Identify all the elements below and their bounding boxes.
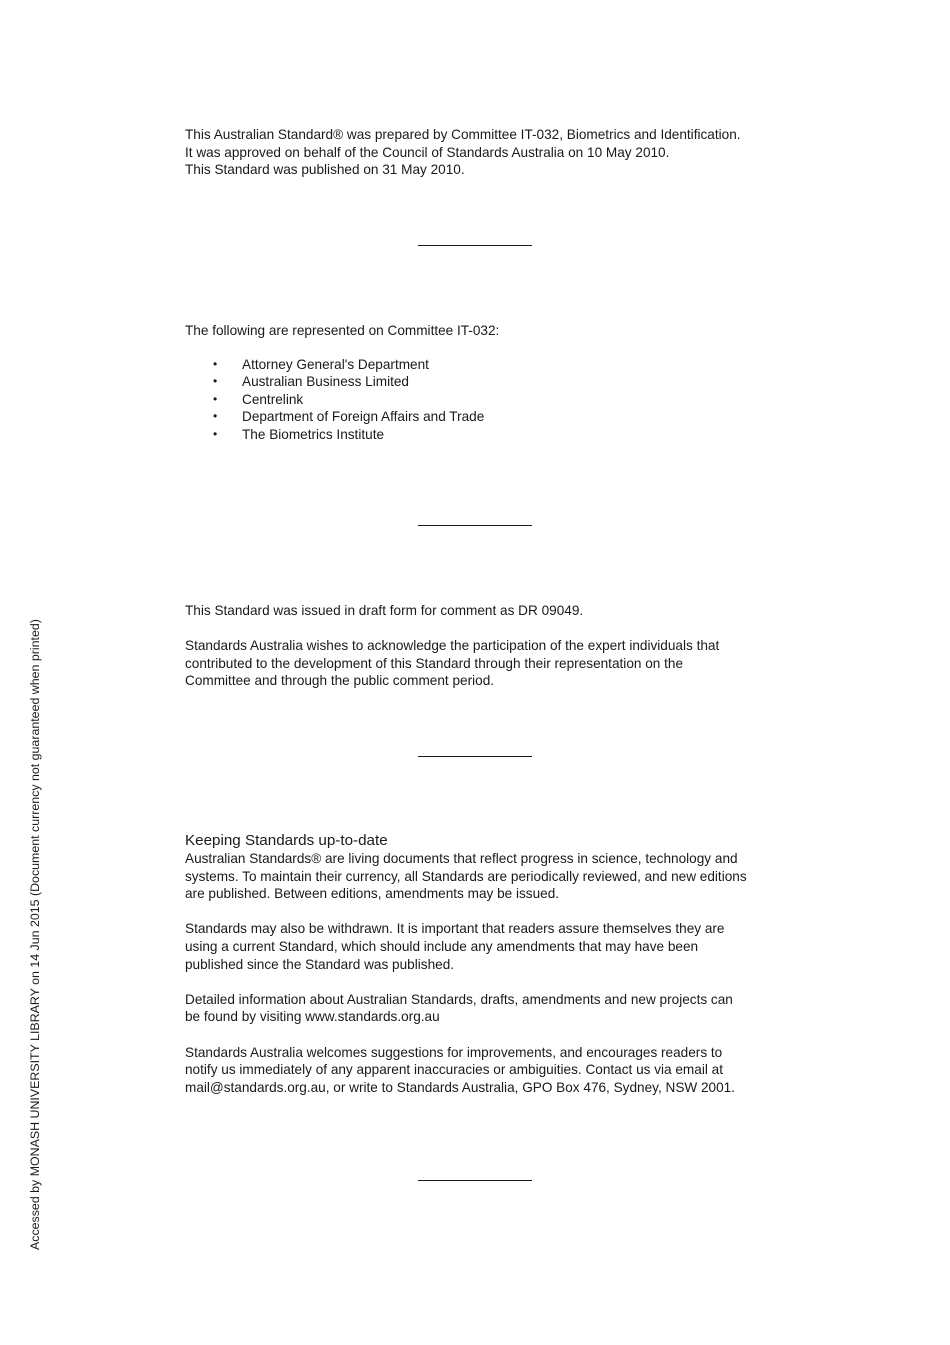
paragraph-line: Standards may also be withdrawn. It is important that readers assure themselves they are xyxy=(185,921,725,937)
draft-block xyxy=(185,602,775,690)
committee-intro: The following are represented on Committee IT-032: xyxy=(185,323,500,338)
list-item xyxy=(185,408,775,426)
up-to-date-block xyxy=(185,832,775,1096)
bullet-icon: • xyxy=(213,374,218,389)
list-item xyxy=(185,373,775,391)
committee-member: Attorney General's Department xyxy=(242,356,429,372)
paragraph-line: systems. To maintain their currency, all Standards are periodically reviewed, and new editions xyxy=(185,868,747,884)
bullet-icon: • xyxy=(213,426,218,441)
committee-member: Centrelink xyxy=(242,391,304,407)
paragraph-line: mail@standards.org.au, or write to Standards Australia, GPO Box 476, Sydney, NSW 2001. xyxy=(185,1079,736,1095)
section-divider xyxy=(418,245,532,246)
preparation-line: This Standard was published on 31 May 2010. xyxy=(185,162,465,178)
committee-member-list xyxy=(185,356,775,444)
bullet-icon: • xyxy=(213,391,218,406)
preparation-line: It was approved on behalf of the Council of Standards Australia on 10 May 2010. xyxy=(185,144,670,160)
committee-block xyxy=(185,322,775,444)
paragraph-line: published since the Standard was published. xyxy=(185,956,455,972)
preparation-line: This Australian Standard® was prepared by Committee IT-032, Biometrics and Identification. xyxy=(185,127,741,142)
list-item xyxy=(185,391,775,409)
bullet-icon: • xyxy=(213,409,218,424)
draft-issued-note: This Standard was issued in draft form for comment as DR 09049. xyxy=(185,603,584,618)
section-heading: Keeping Standards up-to-date xyxy=(185,832,388,849)
bullet-icon: • xyxy=(213,356,218,371)
preparation-block xyxy=(185,126,775,179)
paragraph-line: Standards Australia welcomes suggestions for improvements, and encourages readers to xyxy=(185,1044,723,1060)
acknowledgement-line: contributed to the development of this Standard through their representation on the xyxy=(185,655,684,671)
section-divider xyxy=(418,756,532,757)
committee-member: Australian Business Limited xyxy=(242,374,409,390)
section-divider xyxy=(418,1180,532,1181)
committee-member: Department of Foreign Affairs and Trade xyxy=(242,409,485,425)
paragraph-line: Australian Standards® are living documents that reflect progress in science, technology and xyxy=(185,851,738,866)
paragraph-line: notify us immediately of any apparent inaccuracies or ambiguities. Contact us via email at xyxy=(185,1062,723,1078)
paragraph-line: be found by visiting www.standards.org.au xyxy=(185,1009,440,1025)
acknowledgement-line: Standards Australia wishes to acknowledge the participation of the expert individuals that xyxy=(185,638,720,654)
list-item xyxy=(185,426,775,444)
paragraph-line: are published. Between editions, amendments may be issued. xyxy=(185,886,560,902)
acknowledgement-line: Committee and through the public comment period. xyxy=(185,673,495,689)
list-item xyxy=(185,356,775,374)
committee-member: The Biometrics Institute xyxy=(242,426,385,442)
paragraph-line: using a current Standard, which should include any amendments that may have been xyxy=(185,938,699,954)
section-divider xyxy=(418,525,532,526)
access-watermark-note: Accessed by MONASH UNIVERSITY LIBRARY on 14 Jun 2015 (Document currency not guaranteed when printed) xyxy=(28,619,42,1250)
paragraph-line: Detailed information about Australian Standards, drafts, amendments and new projects can xyxy=(185,991,733,1007)
